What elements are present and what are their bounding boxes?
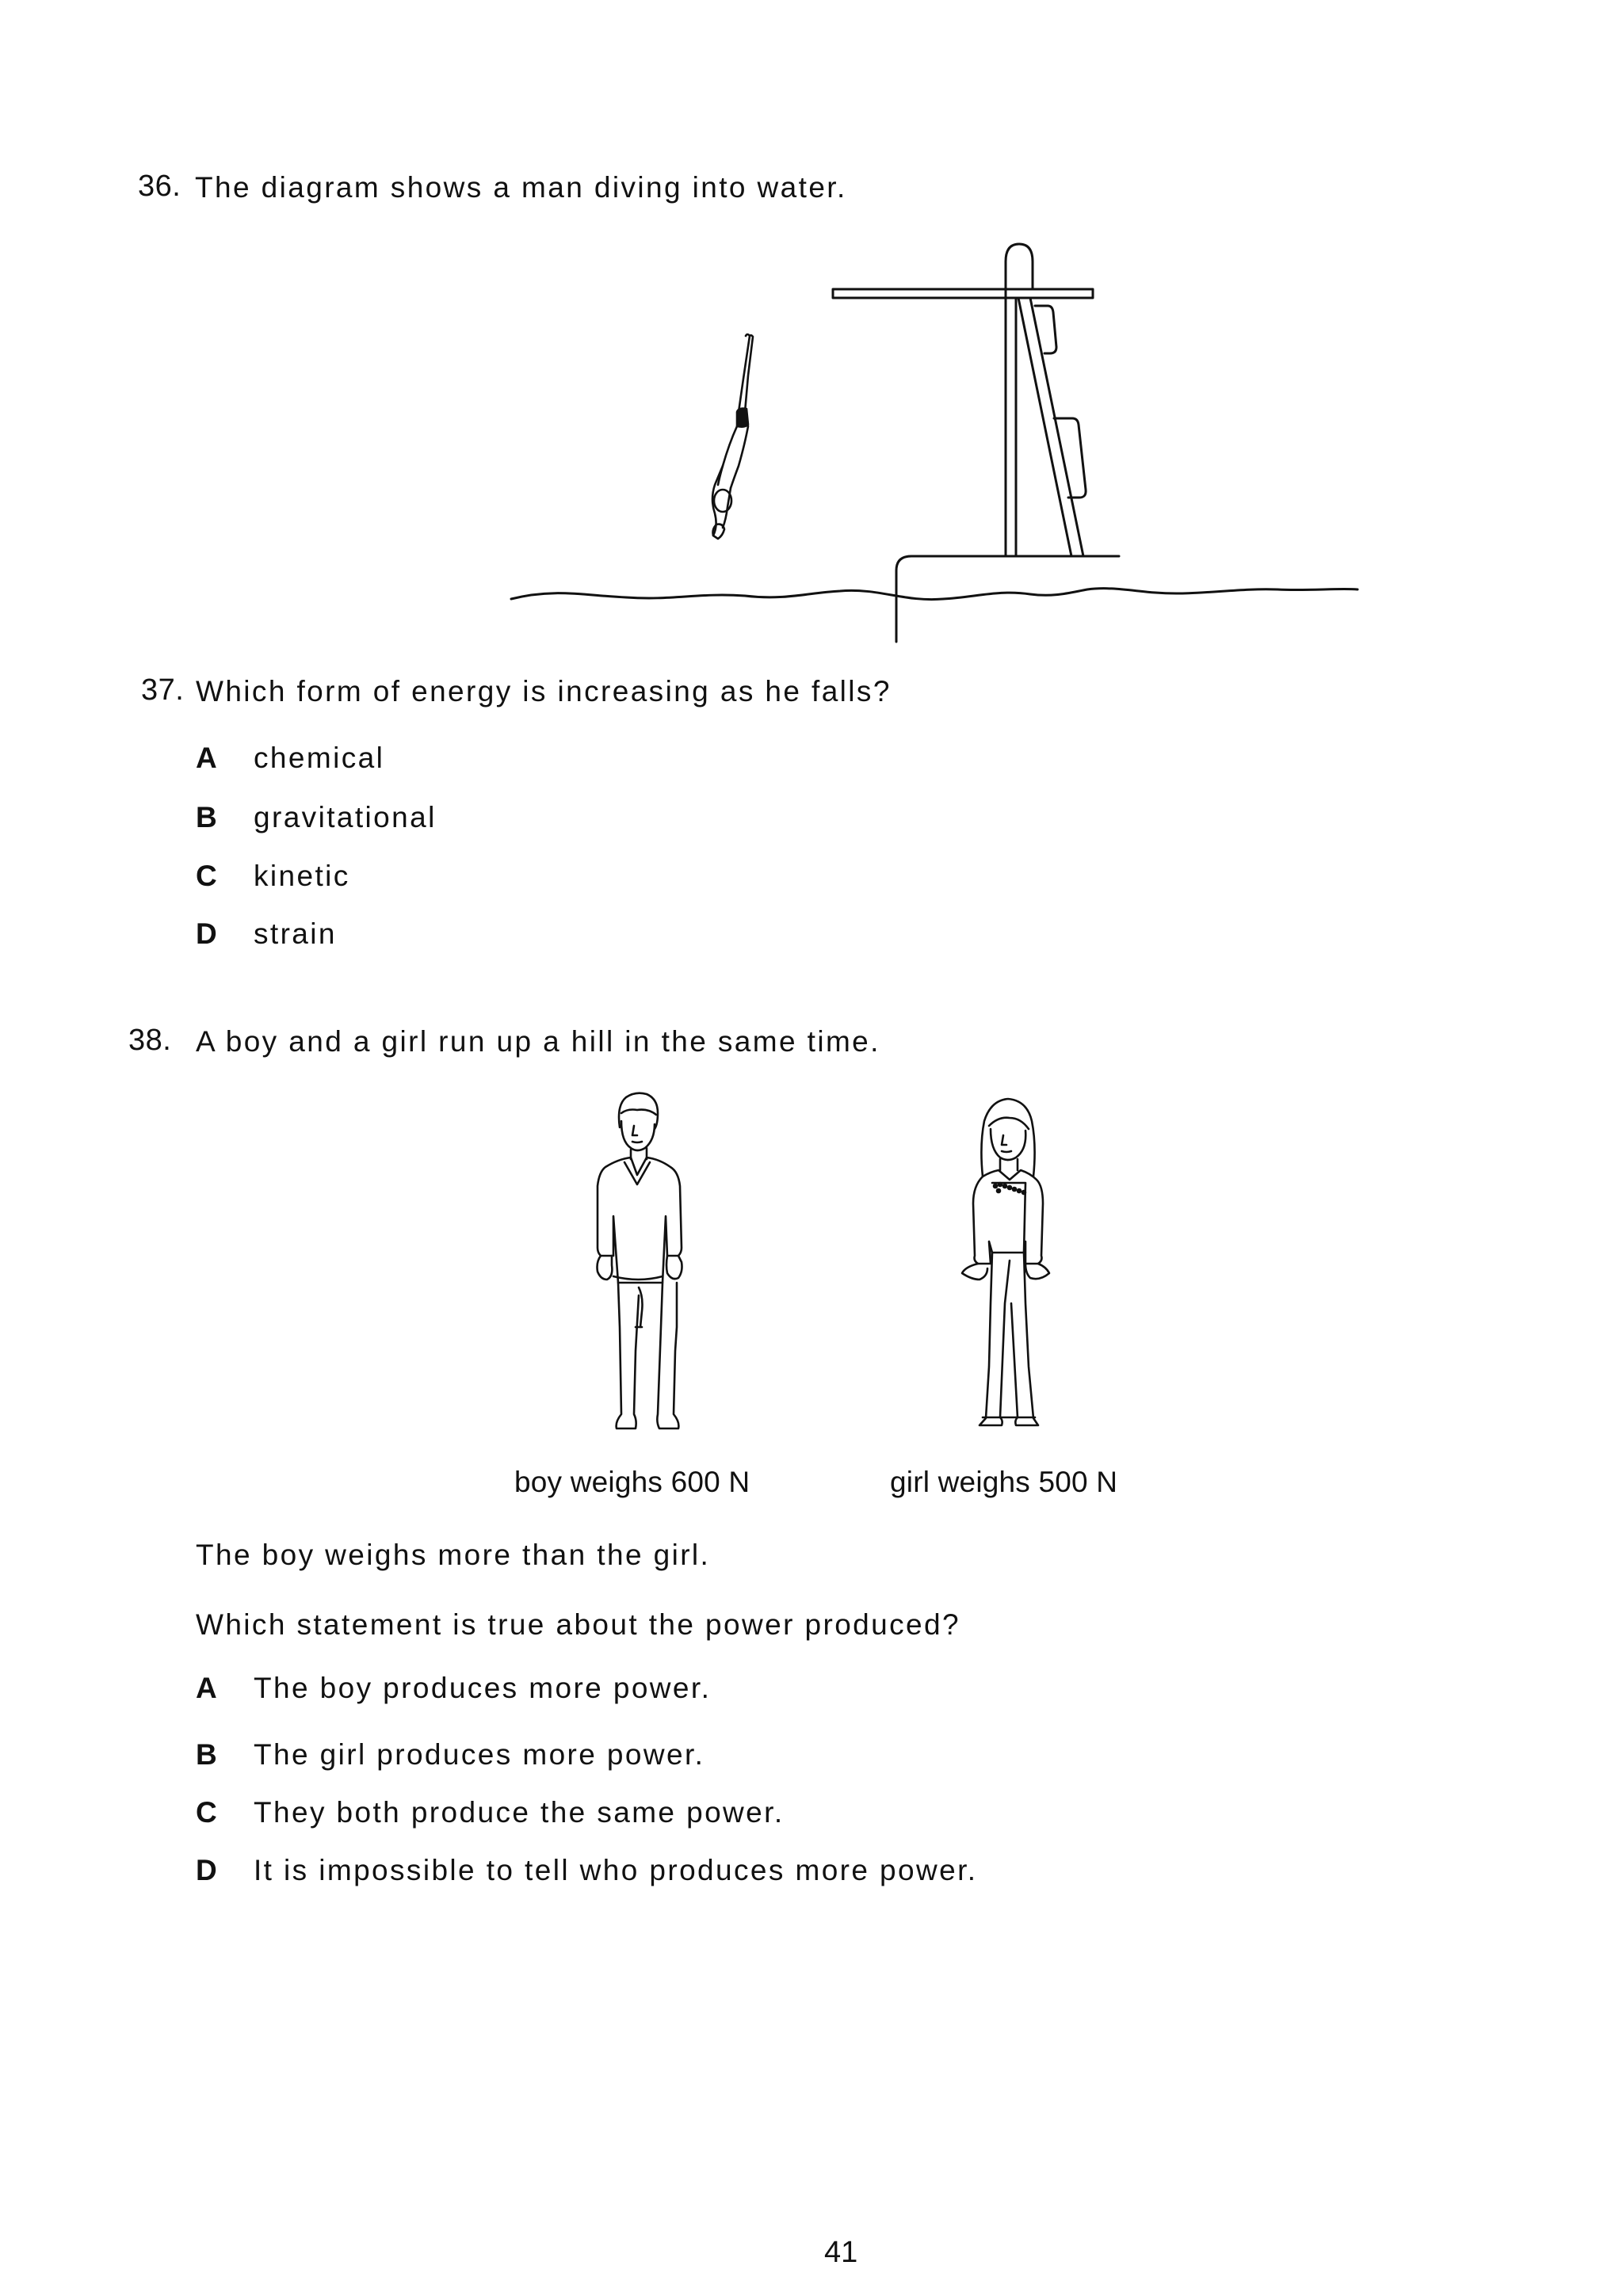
option-letter: D: [196, 1854, 217, 1886]
option-letter: A: [196, 1672, 217, 1704]
option-text: The girl produces more power.: [254, 1738, 705, 1771]
girl-weight-caption: girl weighs 500 N: [890, 1466, 1118, 1498]
diver: [712, 334, 753, 539]
question-number: 37.: [141, 673, 185, 707]
question-number: 36.: [138, 170, 181, 203]
option-text: strain: [254, 917, 337, 950]
question-prompt: Which statement is true about the power produced?: [196, 1608, 960, 1641]
question-number: 38.: [128, 1024, 172, 1057]
option-text: chemical: [254, 742, 385, 774]
option-letter: B: [196, 801, 217, 833]
option-letter: C: [196, 860, 217, 892]
diving-board-plank: [833, 289, 1093, 298]
boy-figure: [555, 1089, 713, 1438]
diving-board-post: [1006, 298, 1016, 556]
option-letter: A: [196, 742, 217, 774]
page-number: 41: [824, 2236, 858, 2269]
ladder-handle-upper: [1035, 306, 1056, 353]
ladder-rail: [1018, 298, 1083, 556]
option-text: kinetic: [254, 860, 350, 892]
option-letter: C: [196, 1796, 217, 1829]
question-stem: A boy and a girl run up a hill in the same time.: [196, 1025, 880, 1058]
question-stem: Which form of energy is increasing as he falls?: [196, 675, 892, 707]
question-statement: The boy weighs more than the girl.: [196, 1539, 711, 1571]
water-surface: [511, 589, 1358, 600]
option-text: gravitational: [254, 801, 437, 833]
option-text: The boy produces more power.: [254, 1672, 712, 1704]
option-letter: D: [196, 917, 217, 950]
boy-weight-caption: boy weighs 600 N: [514, 1466, 750, 1498]
option-text: It is impossible to tell who produces more power.: [254, 1854, 978, 1886]
option-text: They both produce the same power.: [254, 1796, 785, 1829]
question-stem: The diagram shows a man diving into water.: [195, 171, 847, 204]
girl-figure: [927, 1097, 1086, 1446]
option-letter: B: [196, 1738, 217, 1771]
